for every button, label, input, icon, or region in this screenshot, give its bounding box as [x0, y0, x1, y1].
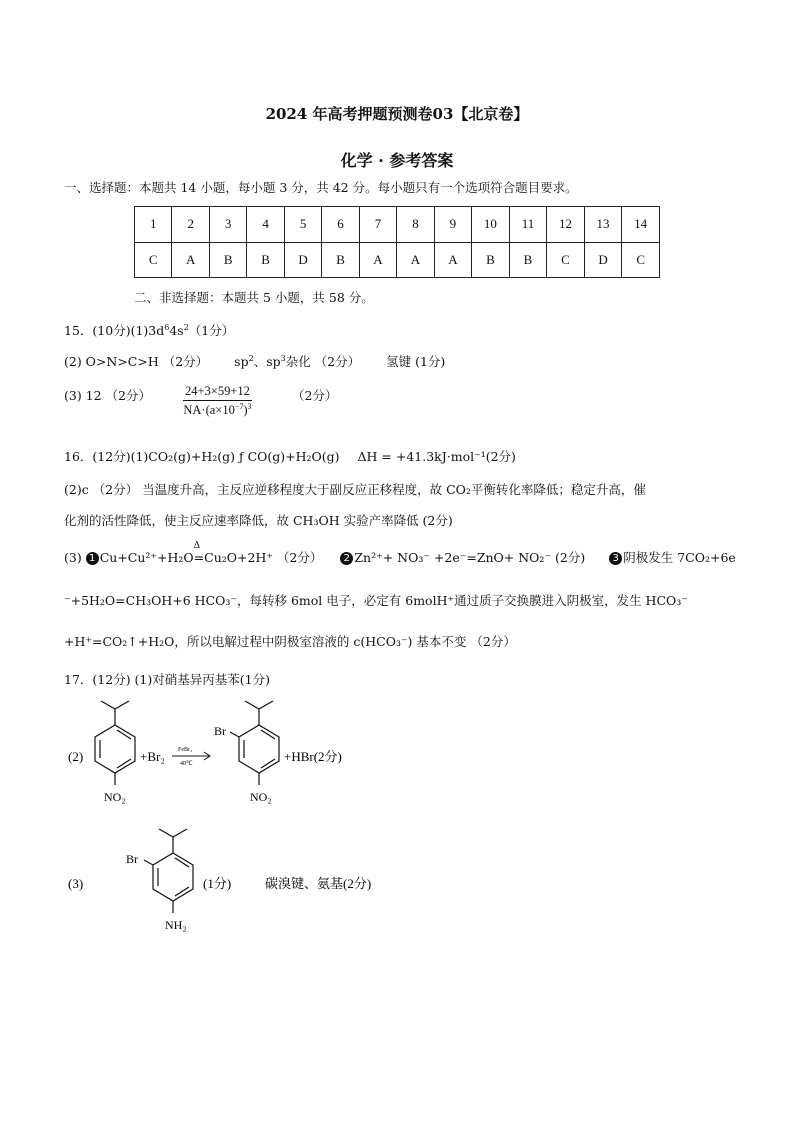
question-number-cell: 3: [209, 207, 246, 243]
q15-line2: [64, 352, 445, 370]
r3-functional-groups: 碳溴键、氨基(2分): [265, 876, 372, 891]
circled-number-1: 1: [86, 552, 99, 565]
circled-number-2: 2: [340, 552, 353, 565]
answer-cell: A: [172, 242, 209, 278]
byproduct-hbr: +HBr(2分): [284, 749, 342, 764]
reactant-structure: [95, 701, 135, 785]
answer-cell: C: [622, 242, 660, 278]
q16-enthalpy: ΔH = +41.3kJ·mol⁻¹(2分): [357, 449, 516, 464]
answer-cell: A: [397, 242, 434, 278]
answer-cell: B: [209, 242, 246, 278]
r3-label: (3): [68, 876, 84, 891]
delta-symbol: Δ: [193, 541, 201, 551]
reaction-arrow: [172, 752, 210, 760]
question-number-cell: 12: [547, 207, 585, 243]
answer-cell: B: [322, 242, 359, 278]
q15-head: 15．(10分)(1)3d: [64, 323, 165, 338]
answer-cell: C: [547, 242, 585, 278]
question-number-cell: 2: [172, 207, 209, 243]
question-number-cell: 6: [322, 207, 359, 243]
answer-cell: D: [584, 242, 622, 278]
circled-number-3: 3: [609, 552, 622, 565]
question-number-cell: 14: [622, 207, 660, 243]
q16-line6: +H⁺=CO₂↑+H₂O，所以电解过程中阴极室溶液的 c(HCO₃⁻) 基本不变 （2分）: [64, 634, 516, 649]
r3-score: (1分): [203, 876, 232, 891]
q15-order: (2) O>N>C>H （2分）: [64, 354, 209, 369]
q16-eq1: Cu+Cu²⁺+H₂O: [99, 550, 194, 565]
question-number-cell: 13: [584, 207, 622, 243]
condition-catalyst: FeBr₃: [178, 747, 193, 753]
fraction-denominator: [183, 401, 252, 418]
r2-label: (2): [68, 749, 84, 764]
question-number-cell: 4: [247, 207, 284, 243]
q16-eq2: Zn²⁺+ NO₃⁻ +2e⁻=ZnO+ NO₂⁻ (2分): [354, 550, 586, 565]
part2-instruction: 二、非选择题：本题共 5 小题，共 58 分。: [134, 290, 374, 305]
question-number-cell: 1: [135, 207, 172, 243]
product-structure: [230, 701, 279, 785]
q16-head: 16．(12分)(1): [64, 449, 149, 464]
q16-line3: 化剂的活性降低，使主反应速率降低，故 CH₃OH 实验产率降低 (2分): [64, 513, 453, 528]
page-title: 2024 年高考押题预测卷03【北京卷】: [265, 105, 529, 123]
product-br: Br: [214, 724, 226, 738]
q15-mid: 4s: [169, 323, 184, 338]
q16-eq1-tail: Cu₂O+2H⁺ （2分）: [204, 550, 323, 565]
question-number-cell: 7: [359, 207, 396, 243]
q15-sp3: 、sp: [253, 354, 281, 369]
den-part-b: ): [243, 403, 248, 418]
question-number-cell: 5: [284, 207, 321, 243]
answer-cell: A: [359, 242, 396, 278]
q15-line3-label: (3) 12 （2分）: [64, 388, 152, 403]
q15-sp-sup: 2: [248, 353, 254, 363]
condition-temperature: 40℃: [180, 761, 193, 767]
answer-cell: B: [247, 242, 284, 278]
q16-line2: (2)c （2分） 当温度升高，主反应逆移程度大于副反应正移程度，故 CO₂平衡转化率降低；稳定升高，催: [64, 482, 646, 497]
fraction-numerator: 24+3×59+12: [183, 384, 252, 401]
fraction-score: （2分）: [292, 388, 338, 403]
r3-nh2: NH₂: [165, 918, 187, 932]
q15-hybrid: 杂化 （2分）: [285, 354, 361, 369]
r3-br: Br: [126, 852, 138, 866]
q15-sup2: 2: [183, 322, 189, 332]
reaction-scheme-2: [60, 695, 460, 955]
den-part-a: NA·(a×10: [183, 403, 235, 418]
question-number-cell: 10: [472, 207, 510, 243]
answer-cell: B: [472, 242, 510, 278]
part1-instruction: 一、选择题：本题共 14 小题，每小题 3 分，共 42 分。每小题只有一个选项符合题目要求。: [64, 180, 578, 195]
product-no2: NO₂: [250, 790, 272, 804]
q15-sup1: 6: [164, 322, 170, 332]
r3-structure: [144, 829, 193, 913]
q15-sp: sp: [234, 354, 249, 369]
density-fraction: [183, 384, 252, 418]
q15-hbond: 氢键 (1分): [386, 354, 446, 369]
q15-sp3-sup: 3: [280, 353, 286, 363]
answer-cell: D: [284, 242, 321, 278]
q15-tail: （1分）: [188, 323, 235, 338]
q16-line1: [64, 447, 516, 465]
q16-line5: ⁻+5H₂O=CH₃OH+6 HCO₃⁻，每转移 6mol 电子，必定有 6molH⁺通过质子交换膜进入阴极室，发生 HCO₃⁻: [64, 593, 688, 608]
q17-line1: 17．(12分) (1)对硝基异丙基苯(1分): [64, 672, 270, 687]
page-subtitle: 化学 · 参考答案: [340, 151, 454, 170]
reagent-br2: +Br₂: [140, 749, 165, 764]
answer-table-answer-row: [135, 242, 660, 278]
den-pow: 3: [247, 402, 252, 411]
answer-table-number-row: [135, 207, 660, 243]
answer-cell: A: [434, 242, 471, 278]
question-number-cell: 9: [434, 207, 471, 243]
q16-equation: CO₂(g)+H₂(g) ƒ CO(g)+H₂O(g): [148, 449, 340, 464]
q16-line4: [64, 541, 736, 566]
answer-table: [134, 206, 660, 278]
q16-eq3: 阴极发生 7CO₂+6e: [623, 550, 736, 565]
q16-part3-label: (3): [64, 550, 82, 565]
answer-cell: C: [135, 242, 172, 278]
heat-equals: [193, 541, 205, 565]
den-exp: −7: [234, 402, 244, 411]
answer-cell: B: [509, 242, 547, 278]
equals-sign: =: [193, 550, 205, 565]
question-number-cell: 8: [397, 207, 434, 243]
reactant-no2: NO₂: [104, 790, 126, 804]
q15-line1: [64, 321, 234, 339]
question-number-cell: 11: [509, 207, 547, 243]
